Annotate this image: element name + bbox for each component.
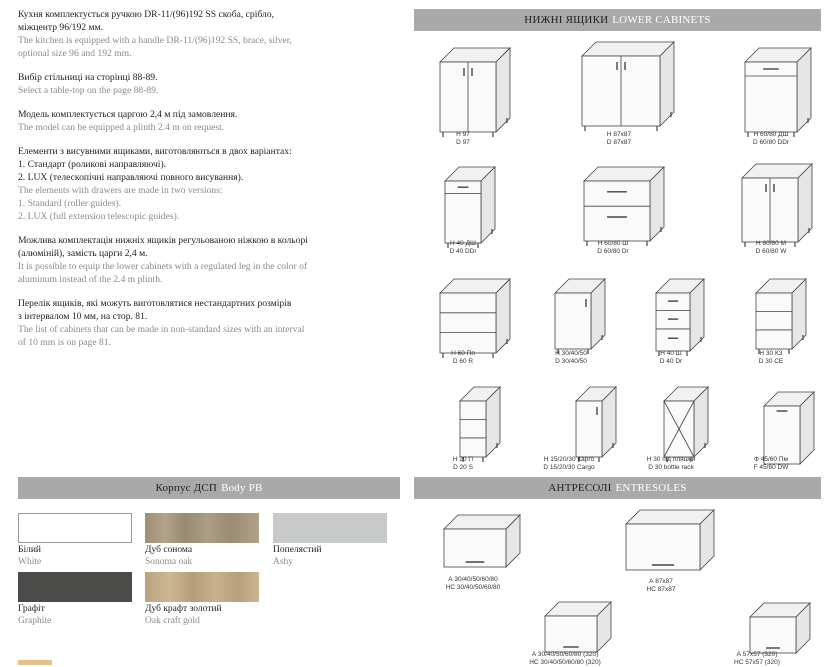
note-line-en: The elements with drawers are made in two versions:	[18, 185, 223, 196]
cabinet-code-label	[569, 131, 669, 147]
swatch-label-oak-craft-gold	[145, 603, 222, 627]
body-colors-header	[18, 477, 400, 499]
cabinet-code-label	[413, 131, 513, 147]
cabinet-code-ua: Н 60 Пп	[451, 350, 475, 357]
cabinet-code-label	[413, 456, 513, 472]
cabinet-code-ua: Н 40 Ш	[660, 350, 682, 357]
cabinet-code-ua: Н 30 КЗ	[759, 350, 783, 357]
cabinet-code-en: D 40 Dr	[659, 358, 683, 365]
cabinet-code-en: D 30 CE	[758, 358, 784, 365]
entresoles-title-en: ENTRESOLES	[615, 482, 687, 494]
oven-base-cabinet-icon	[432, 277, 516, 361]
cabinet-code-en: D 15/20/30 Cargo	[543, 464, 595, 471]
note-line-en: aluminum instead of the 2.4 m plinth.	[18, 274, 163, 285]
cabinet-code-label	[521, 350, 621, 366]
corner-entresol-icon	[618, 508, 720, 578]
note-paragraph	[18, 297, 398, 349]
entresol-code-label	[418, 576, 528, 592]
swatch-label-graphite	[18, 603, 51, 627]
swatch-name-ua: Дуб крафт золотий	[145, 604, 222, 614]
cabinet-code-en: D 30 bottle rack	[648, 464, 694, 471]
swatch-name-en: White	[18, 557, 42, 567]
bottle-rack-icon	[656, 385, 714, 465]
cabinet-code-ua: Н 97	[456, 131, 470, 138]
note-line-en: The model can be equipped a plinth 2.4 m on request.	[18, 122, 225, 133]
note-line-ua: міжцентр 96/192 мм.	[18, 22, 103, 33]
entresol-code-en: НС 30/40/50/60/80 (320)	[529, 659, 601, 666]
cabinet-code-ua: Н 30 під пляшки	[646, 456, 696, 463]
cabinet-code-en: D 60/80 Dr	[597, 248, 629, 255]
cabinet-code-ua: Н 60/80 Ш	[597, 240, 629, 247]
cabinet-code-en: D 60 R	[452, 358, 474, 365]
corner-end-shelf-icon	[748, 277, 812, 357]
lower-cabinets-title-ua: НИЖНІ ЯЩИКИ	[524, 14, 609, 26]
cabinet-code-label	[621, 456, 721, 472]
cabinet-code-en: D 20 S	[453, 464, 473, 471]
cargo-cabinet-icon	[568, 385, 622, 465]
note-line-ua: 2. LUX (телескопічні направляючі повного висування).	[18, 172, 244, 183]
swatch-label-sonoma-oak	[145, 544, 192, 568]
note-line-en: of 10 mm is on page 81.	[18, 337, 111, 348]
cabinet-code-ua: Н 20 П	[452, 456, 474, 463]
cabinet-code-label	[721, 131, 821, 147]
cabinet-code-en: D 87x87	[606, 139, 632, 146]
cabinet-code-ua: Н 60/80 ДШ	[753, 131, 789, 138]
note-paragraph	[18, 145, 398, 223]
cabinet-code-label	[563, 240, 663, 256]
note-line-ua: з інтервалом 10 мм, на стор. 81.	[18, 311, 148, 322]
note-line-ua: Елементи з висувними ящиками, виготовляються в двох варіантах:	[18, 146, 292, 157]
note-line-ua: Можлива комплектація нижніх ящиків регульованою ніжкою в кольорі	[18, 235, 308, 246]
note-line-ua: Перелік ящиків, які можуть виготовлятися нестандартних розмірів	[18, 298, 292, 309]
cabinet-code-ua: Н 60/80 М	[756, 240, 786, 247]
swatch-label-ashy	[273, 544, 322, 568]
swatch-ashy	[273, 513, 387, 543]
corner-base-cabinet-icon	[574, 40, 680, 134]
note-line-en: optional size 96 and 192 mm.	[18, 48, 132, 59]
entresol-code-ua: А 87х87	[649, 578, 673, 585]
note-line-en: 2. LUX (full extension telescopic guides).	[18, 211, 180, 222]
entresol-code-ua: А 57х57 (320)	[736, 651, 778, 658]
swatch-sonoma-oak	[145, 513, 259, 543]
open-shelf-cabinet-icon	[452, 385, 506, 465]
narrow-base-cabinet-icon	[547, 277, 611, 357]
lower-cabinets-title-en: LOWER CABINETS	[612, 14, 711, 26]
note-line-ua: 1. Стандарт (роликові направляючі).	[18, 159, 167, 170]
entresol-code-en: НС 87х87	[646, 586, 676, 593]
body-colors-title-en: Body PB	[221, 482, 263, 494]
swatch-name-en: Graphite	[18, 616, 52, 626]
cabinet-code-label	[519, 456, 619, 472]
single-door-drawer-cabinet-icon	[437, 165, 501, 251]
note-line-en: It is possible to equip the lower cabinets with a regulated leg in the color of	[18, 261, 308, 272]
cabinet-code-en: D 60/80 DDr	[752, 139, 790, 146]
swatch-oak-craft-gold	[145, 572, 259, 602]
cabinet-code-label	[721, 456, 821, 472]
cabinet-code-label	[721, 350, 821, 366]
swatch-name-en: Sonoma oak	[145, 557, 193, 567]
swatch-name-en: Ashy	[273, 557, 294, 567]
note-paragraph	[18, 71, 398, 97]
notes-column	[18, 8, 398, 360]
note-line-ua: Кухня комплектується ручкою DR-11/(96)192 SS скоба, срібло,	[18, 9, 275, 20]
entresol-code-label	[606, 578, 716, 594]
note-paragraph	[18, 234, 398, 286]
cabinet-code-label	[413, 240, 513, 256]
three-drawer-cabinet-icon	[648, 277, 710, 359]
note-line-ua: Вибір стільниці на сторінці 88-89.	[18, 72, 158, 83]
cabinet-code-ua: Н 15/20/30 Карго	[543, 456, 595, 463]
entresoles-header	[414, 477, 821, 499]
swatch-name-ua: Дуб сонома	[145, 545, 193, 555]
cabinet-code-en: D 40 DDr	[449, 248, 477, 255]
note-line-en: The kitchen is equipped with a handle DR-11/(96)192 SS, brace, silver,	[18, 35, 292, 46]
cabinet-code-en: F 45/60 DW	[753, 464, 789, 471]
swatch-white	[18, 513, 132, 543]
entresoles-title-ua: АНТРЕСОЛІ	[548, 482, 612, 494]
body-colors-title-ua: Корпус ДСП	[155, 482, 218, 494]
cabinet-code-ua: Ф 45/60 Пм	[754, 456, 788, 463]
entresol-cabinet-icon	[436, 513, 526, 575]
swatch-label-white	[18, 544, 41, 568]
cabinet-code-en: D 60/80 W	[755, 248, 787, 255]
note-line-en: Select a table-top on the page 88-89.	[18, 85, 159, 96]
drawer-base-cabinet-icon	[576, 165, 670, 249]
swatch-graphite	[18, 572, 132, 602]
lower-cabinets-header	[414, 9, 821, 31]
cabinet-code-en: D 97	[456, 139, 470, 146]
swatch-name-ua: Попелястий	[273, 545, 322, 555]
cabinet-code-ua: Н 30/40/50	[555, 350, 587, 357]
cabinet-code-label	[721, 240, 821, 256]
page-corner-tab	[18, 660, 52, 665]
sink-base-cabinet-icon	[734, 162, 818, 250]
note-paragraph	[18, 108, 398, 134]
cabinet-code-en: D 30/40/50	[555, 358, 587, 365]
drawer-door-base-cabinet-icon	[737, 46, 817, 140]
two-door-base-cabinet-icon	[432, 46, 516, 140]
note-line-ua: (алюміній), замість царги 2,4 м.	[18, 248, 148, 259]
note-line-ua: Модель комплектується царгою 2,4 м під замовлення.	[18, 109, 238, 120]
cabinet-code-label	[621, 350, 721, 366]
swatch-name-en: Oak craft gold	[145, 616, 200, 626]
cabinet-code-label	[413, 350, 513, 366]
note-line-en: The list of cabinets that can be made in non-standard sizes with an interval	[18, 324, 305, 335]
entresol-code-en: НС 30/40/50/60/80	[445, 584, 501, 591]
note-paragraph	[18, 8, 398, 60]
swatch-name-ua: Графіт	[18, 604, 45, 614]
entresol-code-en: НС 57х57 (320)	[734, 659, 780, 666]
entresol-code-ua: А 30/40/50/60/80 (320)	[531, 651, 599, 658]
swatch-name-ua: Білий	[18, 545, 42, 555]
cabinet-code-ua: Н 40 ДШ	[450, 240, 476, 247]
entresol-code-ua: А 30/40/50/60/80	[448, 576, 498, 583]
note-line-en: 1. Standard (roller guides).	[18, 198, 122, 209]
cabinet-code-ua: Н 87х87	[606, 131, 632, 138]
